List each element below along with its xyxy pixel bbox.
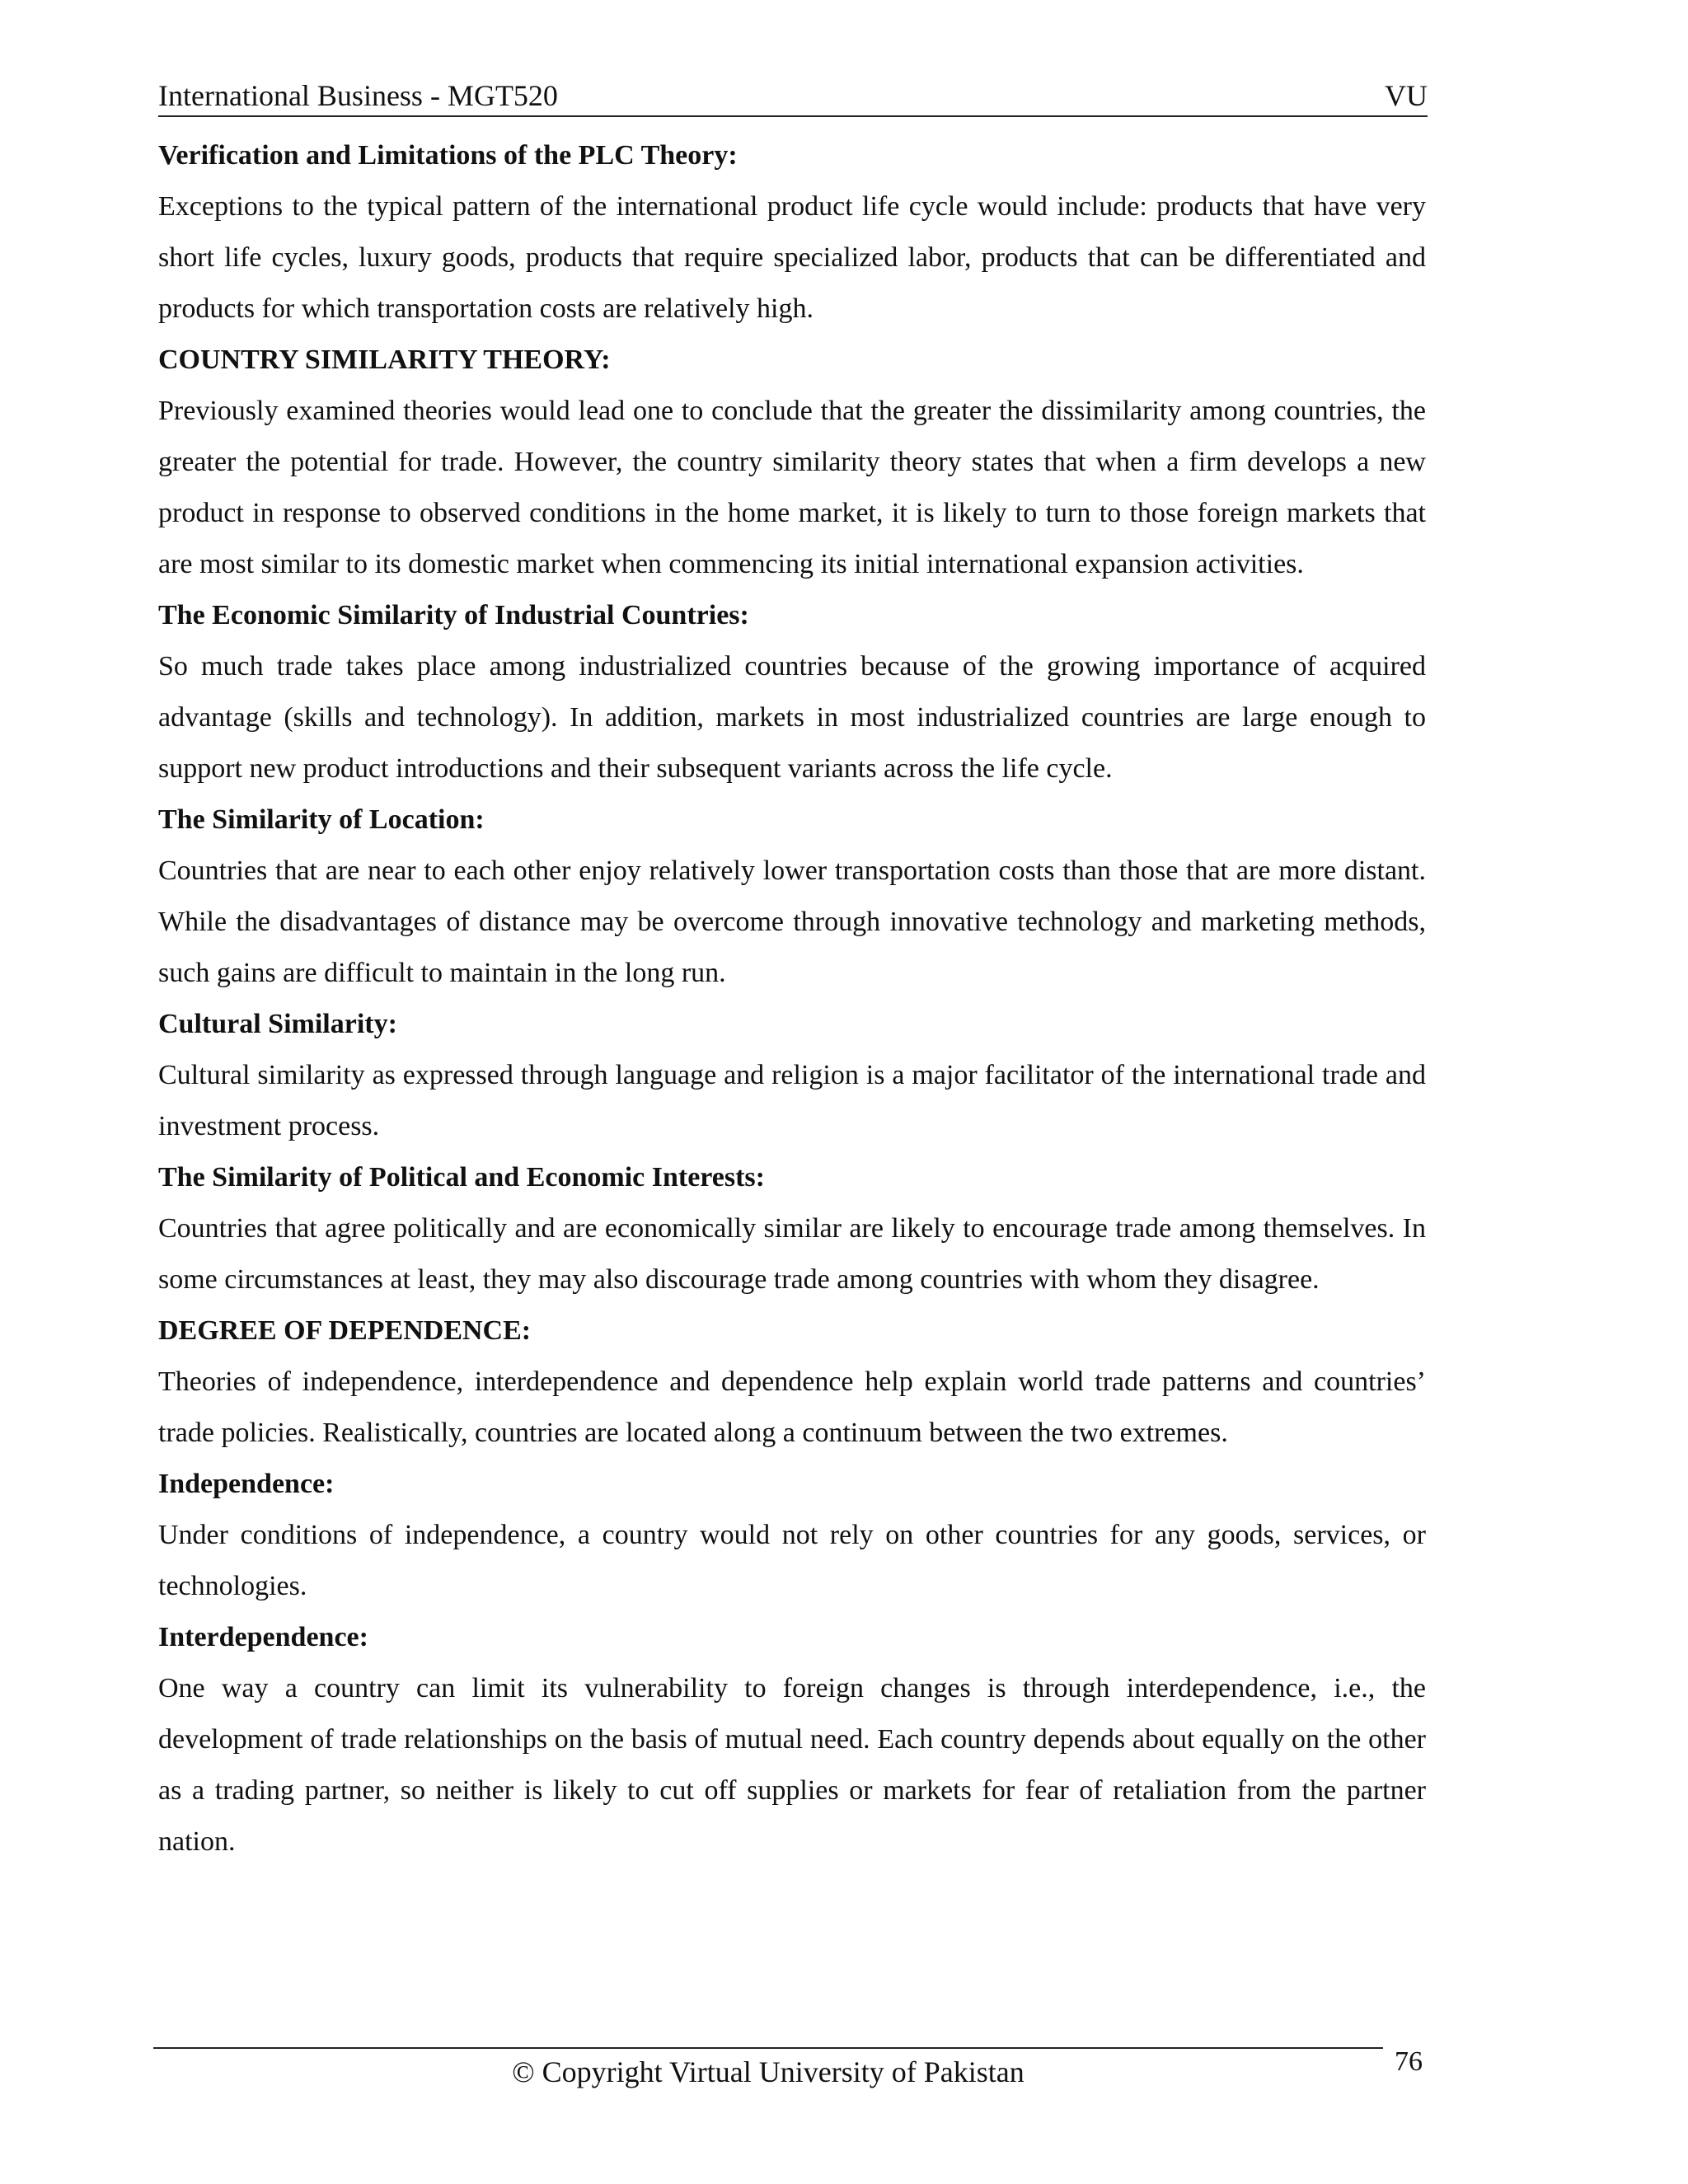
page-number: 76 (1395, 2046, 1423, 2077)
section-body-economic-similarity: So much trade takes place among industrialized countries because of the growing importance of acquired advantage (skills and technology). In addition, markets in most industrialized countries are large enough to support new product introductions and their subsequent variants across the life cycle. (158, 651, 1426, 784)
section-heading-political-economic-interests: The Similarity of Political and Economic Interests: (158, 1162, 765, 1193)
section-body-similarity-of-location: Countries that are near to each other enjoy relatively lower transportation costs than those that are more distant. While the disadvantages of distance may be overcome through innovative technology and marketing methods, such gains are difficult to maintain in the long run. (158, 855, 1426, 988)
section-body-political-economic-interests: Countries that agree politically and are economically similar are likely to encourage trade among themselves. In some circumstances at least, they may also discourage trade among countries with whom they disagree. (158, 1213, 1426, 1295)
section-heading-interdependence: Interdependence: (158, 1622, 368, 1652)
page-content (158, 130, 1426, 1868)
section-heading-independence: Independence: (158, 1469, 335, 1499)
section-body-degree-of-dependence: Theories of independence, interdependence and dependence help explain world trade patterns and countries’ trade policies. Realistically, countries are located along a continuum between the two extremes. (158, 1366, 1426, 1448)
section-body-interdependence: One way a country can limit its vulnerability to foreign changes is through interdependence, i.e., the development of trade relationships on the basis of mutual need. Each country depends about equally on the other as a trading partner, so neither is likely to cut off supplies or markets for fear of retaliation from the partner nation. (158, 1673, 1426, 1857)
section-body-country-similarity-theory: Previously examined theories would lead one to conclude that the greater the dissimilarity among countries, the greater the potential for trade. However, the country similarity theory states that when a firm develops a new product in response to observed conditions in the home market, it is likely to turn to those foreign markets that are most similar to its domestic market when commencing its initial international expansion activities. (158, 396, 1426, 579)
section-heading-plc-limitations: Verification and Limitations of the PLC Theory: (158, 140, 738, 171)
section-body-independence: Under conditions of independence, a country would not rely on other countries for any goods, services, or technologies. (158, 1520, 1426, 1601)
section-heading-cultural-similarity: Cultural Similarity: (158, 1009, 397, 1039)
institution-short: VU (1385, 79, 1428, 112)
section-heading-economic-similarity: The Economic Similarity of Industrial Countries: (158, 600, 749, 630)
course-title: International Business - MGT520 (158, 79, 558, 112)
page-header (158, 76, 1428, 117)
section-heading-degree-of-dependence: DEGREE OF DEPENDENCE: (158, 1315, 532, 1346)
section-heading-similarity-of-location: The Similarity of Location: (158, 804, 485, 835)
footer-copyright: © Copyright Virtual University of Pakistan (512, 2055, 1025, 2088)
section-body-cultural-similarity: Cultural similarity as expressed through language and religion is a major facilitator of the international trade and investment process. (158, 1060, 1426, 1141)
section-body-plc-limitations: Exceptions to the typical pattern of the international product life cycle would include: products that have very short life cycles, luxury goods, products that require specialized labor, products that can be differentiated and products for which transportation costs are relatively high. (158, 191, 1426, 324)
footer-divider (153, 2047, 1383, 2049)
section-heading-country-similarity-theory: COUNTRY SIMILARITY THEORY: (158, 344, 611, 375)
